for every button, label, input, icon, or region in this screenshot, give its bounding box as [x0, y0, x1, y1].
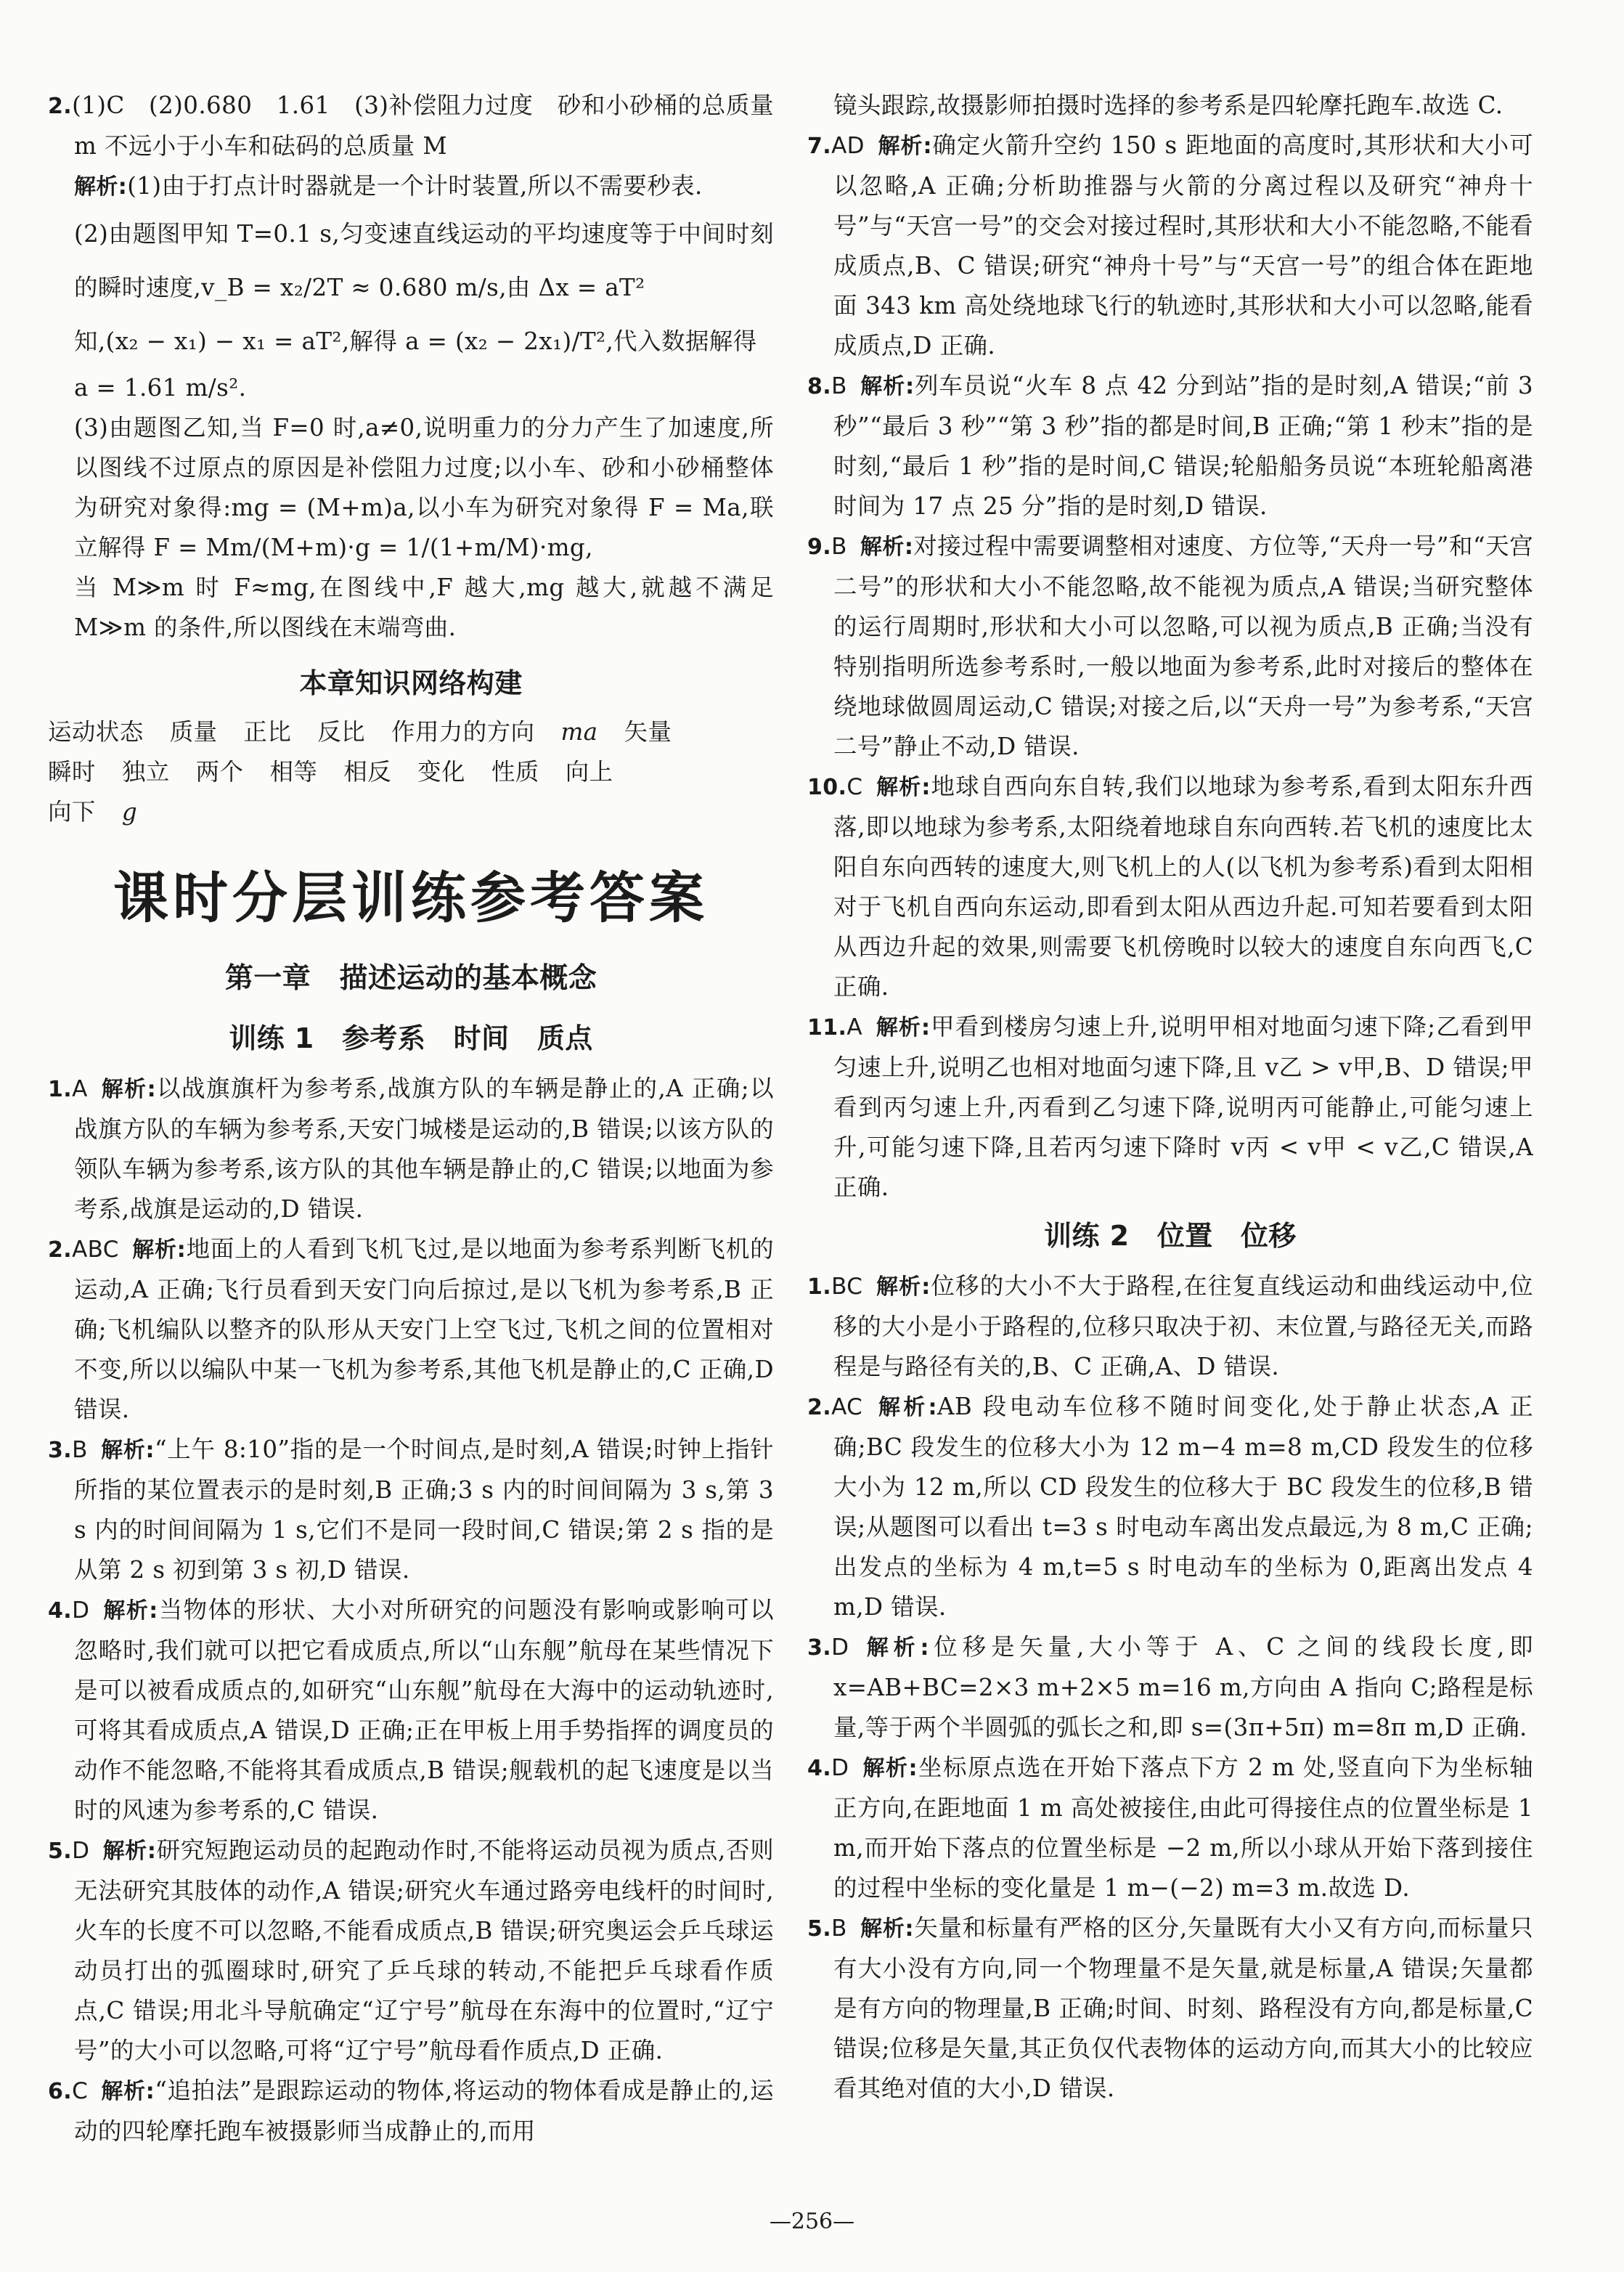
chapter-title: 第一章 描述运动的基本概念: [224, 962, 597, 995]
t1-q10: 10.C 解析:地球自西向东自转,我们以地球为参考系,看到太阳东升西落,即以地球为参考系,太阳绕着地球自东向西转.若飞机的速度比太阳自东向西转的速度大,则飞机上的人(以飞机为参考系)看到太阳相对于飞机自西向东运动,即看到太阳从西边升起.可知若要看到太阳从西边升起的效果,则需要飞机傍晚时以较大的速度自东向西飞,C 正确.: [807, 773, 1533, 1001]
q2-analysis-6: 当 M≫m 时 F≈mg,在图线中,F 越大,mg 越大,就越不满足 M≫m 的条件,所以图线在末端弯曲.: [74, 574, 774, 641]
page-main-title: 课时分层训练参考答案: [113, 866, 709, 930]
t1-q4: 4.D 解析:当物体的形状、大小对所研究的问题没有影响或影响可以忽略时,我们就可以把它看成质点,所以“山东舰”航母在某些情况下是可以被看成质点的,如研究“山东舰”航母在大海中的运动轨迹时,可将其看成质点,A 错误,D 正确;正在甲板上用手势指挥的调度员的动作不能忽略,不能将其看成质点,B 错误;舰载机的起飞速度是以当时的风速为参考系的,C 错误.: [48, 1596, 774, 1824]
knowledge-network-title: 本章知识网络构建: [299, 667, 523, 699]
training-1-title: 训练 1 参考系 时间 质点: [229, 1022, 593, 1054]
t2-q4: 4.D 解析:坐标原点选在开始下落点下方 2 m 处,竖直向下为坐标轴正方向,在距地面 1 m 高处被接住,由此可得接住点的位置坐标是 1 m,而开始下落点的位置坐标是 −2 m,所以小球从开始下落到接住的过程中坐标的变化量是 1 m−(−2) m=3 m.故选 D.: [807, 1754, 1533, 1902]
q2-analysis-2: (2)由题图甲知 T=0.1 s,匀变速直线运动的平均速度等于中间时刻的瞬时速度,v_B = x₂/2T ≈ 0.680 m/s,由 Δx = aT²: [74, 220, 774, 301]
q2-analysis-4: a = 1.61 m/s².: [74, 374, 247, 402]
t1-q6-continued: 镜头跟踪,故摄影师拍摄时选择的参考系是四轮摩托跑车.故选 C.: [833, 91, 1503, 119]
left-column: [48, 86, 774, 2151]
q2-answer-head: 2.(1)C (2)0.680 1.61 (3)补偿阻力过度 砂和小砂桶的总质量 m 不远小于小车和砝码的总质量 M: [48, 91, 774, 160]
keyword-row-1: 运动状态 质量 正比 反比 作用力的方向 ma 矢量: [48, 718, 672, 746]
t1-q11: 11.A 解析:甲看到楼房匀速上升,说明甲相对地面匀速下降;乙看到甲匀速上升,说明乙也相对地面匀速下降,且 v乙 > v甲,B、D 错误;甲看到丙匀速上升,丙看到乙匀速下降,说明丙可能静止,可能匀速上升,可能匀速下降,且若丙匀速下降时 v丙 < v甲 < v乙,C 错误,A 正确.: [807, 1013, 1533, 1201]
training-2-title: 训练 2 位置 位移: [1044, 1220, 1297, 1252]
t1-q5: 5.D 解析:研究短跑运动员的起跑动作时,不能将运动员视为质点,否则无法研究其肢体的动作,A 错误;研究火车通过路旁电线杆的时间时,火车的长度不可以忽略,不能看成质点,B 错误;研究奥运会乒乓球运动员打出的弧圈球时,研究了乒乓球的转动,不能把乒乓球看作质点,C 错误;用北斗导航确定“辽宁号”航母在东海中的位置时,“辽宁号”的大小可以忽略,可将“辽宁号”航母看作质点,D 正确.: [48, 1836, 774, 2064]
q2-analysis-1: 解析:(1)由于打点计时器就是一个计时装置,所以不需要秒表.: [74, 172, 703, 200]
right-column: [807, 86, 1533, 2109]
t2-q2: 2.AC 解析:AB 段电动车位移不随时间变化,处于静止状态,A 正确;BC 段发生的位移大小为 12 m−4 m=8 m,CD 段发生的位移大小为 12 m,所以 CD 段发生的位移大于 BC 段发生的位移,B 错误;从题图可以看出 t=3 s 时电动车离出发点最远,为 8 m,C 正确;出发点的坐标为 4 m,t=5 s 时电动车的坐标为 0,距离出发点 4 m,D 错误.: [807, 1393, 1533, 1621]
keyword-row-2: 瞬时 独立 两个 相等 相反 变化 性质 向上: [48, 758, 613, 786]
t1-q3: 3.B 解析:“上午 8:10”指的是一个时间点,是时刻,A 错误;时钟上指针所指的某位置表示的是时刻,B 正确;3 s 内的时间间隔为 3 s,第 3 s 内的时间间隔为 1 s,它们不是同一段时间,C 错误;第 2 s 指的是从第 2 s 初到第 3 s 初,D 错误.: [48, 1436, 774, 1584]
t1-q2: 2.ABC 解析:地面上的人看到飞机飞过,是以地面为参考系判断飞机的运动,A 正确;飞行员看到天安门向后掠过,是以飞机为参考系,B 正确;飞机编队以整齐的队形从天安门上空飞过,飞机之间的位置相对不变,所以以编队中某一飞机为参考系,其他飞机是静止的,C 正确,D 错误.: [48, 1235, 774, 1423]
t1-q1: 1.A 解析:以战旗旗杆为参考系,战旗方队的车辆是静止的,A 正确;以战旗方队的车辆为参考系,天安门城楼是运动的,B 错误;以该方队的领队车辆为参考系,该方队的其他车辆是静止的,C 错误;以地面为参考系,战旗是运动的,D 错误.: [48, 1075, 774, 1223]
q2-analysis-5: (3)由题图乙知,当 F=0 时,a≠0,说明重力的分力产生了加速度,所以图线不过原点的原因是补偿阻力过度;以小车、砂和小砂桶整体为研究对象得:mg = (M+m)a,以小车为研究对象得 F = Ma,联立解得 F = Mm/(M+m)·g = 1/(1+m/M)·mg,: [74, 414, 774, 561]
t1-q8: 8.B 解析:列车员说“火车 8 点 42 分到站”指的是时刻,A 错误;“前 3 秒”“最后 3 秒”“第 3 秒”指的都是时间,B 正确;“第 1 秒末”指的是时刻,“最后 1 秒”指的是时间,C 错误;轮船船务员说“本班轮船离港时间为 17 点 25 分”指的是时刻,D 错误.: [807, 372, 1533, 520]
t2-q3: 3.D 解析:位移是矢量,大小等于 A、C 之间的线段长度,即 x=AB+BC=2×3 m+2×5 m=16 m,方向由 A 指向 C;路程是标量,等于两个半圆弧的弧长之和,即 s=(3π+5π) m=8π m,D 正确.: [807, 1633, 1534, 1741]
t2-q5: 5.B 解析:矢量和标量有严格的区分,矢量既有大小又有方向,而标量只有大小没有方向,同一个物理量不是矢量,就是标量,A 错误;矢量都是有方向的物理量,B 正确;时间、时刻、路程没有方向,都是标量,C 错误;位移是矢量,其正负仅代表物体的运动方向,而其大小的比较应看其绝对值的大小,D 错误.: [807, 1914, 1534, 2102]
q2-analysis-3: 知,(x₂ − x₁) − x₁ = aT²,解得 a = (x₂ − 2x₁)/T²,代入数据解得: [74, 327, 757, 355]
page-number: —256—: [769, 2209, 855, 2234]
t1-q6: 6.C 解析:“追拍法”是跟踪运动的物体,将运动的物体看成是静止的,运动的四轮摩托跑车被摄影师当成静止的,而用: [48, 2077, 774, 2145]
t2-q1: 1.BC 解析:位移的大小不大于路程,在往复直线运动和曲线运动中,位移的大小是小于路程的,位移只取决于初、末位置,与路径无关,而路程是与路径有关的,B、C 正确,A、D 错误.: [807, 1272, 1533, 1380]
t1-q9: 9.B 解析:对接过程中需要调整相对速度、方位等,“天舟一号”和“天宫二号”的形状和大小不能忽略,故不能视为质点,A 错误;当研究整体的运行周期时,形状和大小可以忽略,可以视为质点,B 正确;当没有特别指明所选参考系时,一般以地面为参考系,此时对接后的整体在绕地球做圆周运动,C 错误;对接之后,以“天舟一号”为参考系,“天宫二号”静止不动,D 错误.: [807, 532, 1534, 760]
keyword-row-3: 向下 g: [48, 798, 138, 826]
t1-q7: 7.AD 解析:确定火箭升空约 150 s 距地面的高度时,其形状和大小可以忽略,A 正确;分析助推器与火箭的分离过程以及研究“神舟十号”与“天宫一号”的交会对接过程时,其形状和大小不能忽略,不能看成质点,B、C 错误;研究“神舟十号”与“天宫一号”的组合体在距地面 343 km 高处绕地球飞行的轨迹时,其形状和大小可以忽略,能看成质点,D 正确.: [807, 131, 1534, 359]
